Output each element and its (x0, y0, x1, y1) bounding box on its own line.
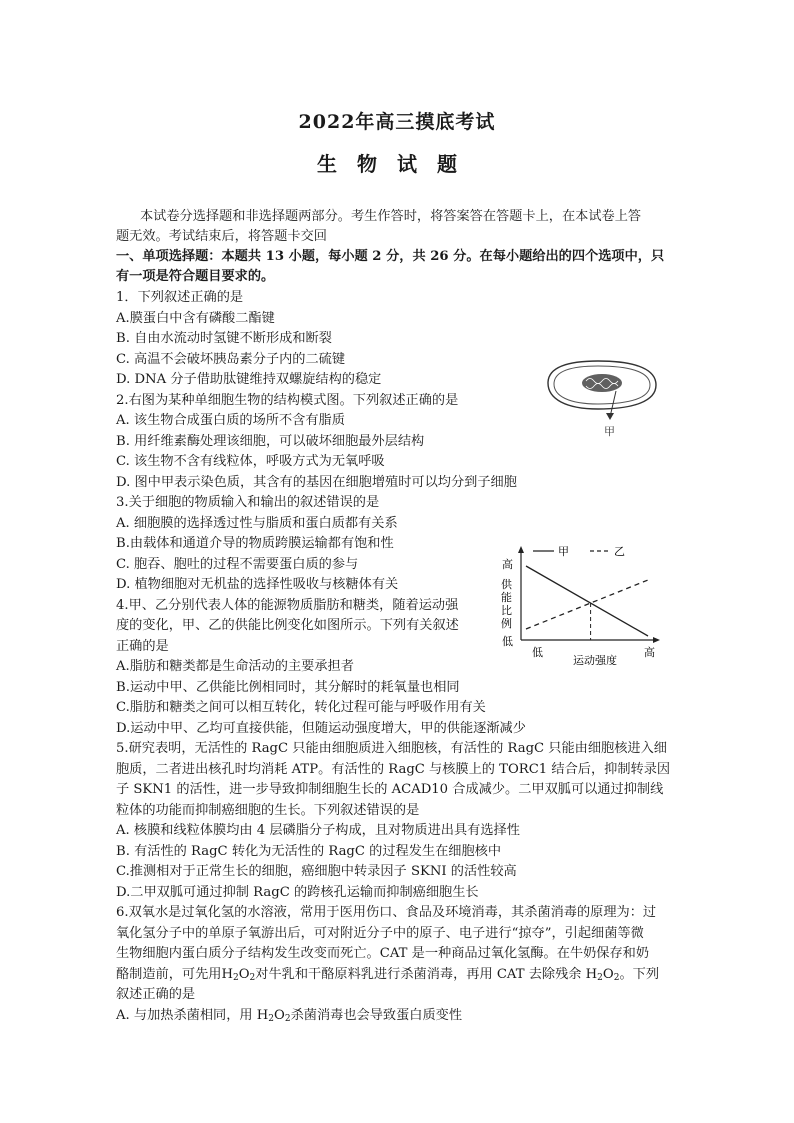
series-line-jia (526, 566, 648, 636)
section-1-heading-line-1: 一、单项选择题：本题共 13 小题，每小题 2 分，共 26 分。在每小题给出的四个选项中，只 (116, 249, 665, 264)
subscript-2: 2 (613, 973, 620, 983)
q6-text-part: 对牛乳和干酪原料乳进行杀菌消毒，再用 CAT 去除残余 H (255, 967, 598, 982)
y-axis-labels (501, 557, 513, 648)
instructions-line-1: 本试卷分选择题和非选择题两部分。考生作答时，将答案答在答题卡上，在本试卷上答 (140, 209, 642, 224)
cell-diagram (538, 355, 668, 440)
figure-label-jia: 甲 (604, 425, 615, 438)
q4-stem-line-1: 4.甲、乙分别代表人体的能源物质脂肪和糖类，随着运动强 (116, 598, 459, 613)
q6-stem-line-4 (116, 967, 659, 986)
q5-stem-line-3: 子 SKN1 的活性，进一步导致抑制细胞生长的 ACAD10 合成减少。二甲双胍可以通过抑制线 (116, 782, 664, 797)
q2-option-c: C. 该生物不含有线粒体，呼吸方式为无氧呼吸 (116, 454, 385, 469)
y-low-label: 低 (502, 635, 513, 648)
legend-label-yi: 乙 (614, 545, 625, 558)
y-label-char-3: 比 (501, 604, 512, 617)
section-1-heading-line-2: 有一项是符合题目要求的。 (116, 269, 275, 284)
subscript-2: 2 (249, 973, 256, 983)
q2-option-b: B. 用纤维素酶处理该细胞，可以破坏细胞最外层结构 (116, 434, 425, 449)
y-label-char-1: 供 (501, 578, 512, 591)
x-high-label: 高 (644, 646, 655, 659)
q6-text-part: O (602, 967, 614, 982)
q3-option-c: C. 胞吞、胞吐的过程不需要蛋白质的参与 (116, 557, 359, 572)
q6-option-a (116, 1008, 462, 1027)
series-line-yi (526, 580, 648, 629)
q1-option-b: B. 自由水流动时氢键不断形成和断裂 (116, 331, 332, 346)
q6-option-a-part: A. 与加热杀菌相同，用 H (116, 1008, 269, 1023)
subscript-2: 2 (268, 1014, 275, 1024)
q6-stem-line-1: 6.双氧水是过氧化氢的水溶液，常用于医用伤口、食品及环境消毒，其杀菌消毒的原理为：过 (116, 905, 657, 920)
q4-option-a: A.脂肪和糖类都是生命活动的主要承担者 (116, 659, 354, 674)
q4-option-d: D.运动中甲、乙均可直接供能，但随运动强度增大，甲的供能逐渐减少 (116, 721, 526, 736)
q6-stem-line-5: 叙述正确的是 (116, 987, 196, 1002)
q2-option-a: A. 该生物合成蛋白质的场所不含有脂质 (116, 413, 345, 428)
q4-stem-line-2: 度的变化，甲、乙的供能比例变化如图所示。下列有关叙述 (116, 618, 459, 633)
q1-option-a: A.膜蛋白中含有磷酸二酯键 (116, 311, 275, 326)
x-axis-title: 运动强度 (573, 654, 617, 665)
q3-stem: 3.关于细胞的物质输入和输出的叙述错误的是 (116, 495, 380, 510)
nucleoid (582, 374, 622, 392)
subscript-2: 2 (597, 973, 603, 983)
legend-label-jia: 甲 (558, 545, 569, 558)
y-label-char-4: 例 (501, 617, 512, 630)
q5-option-b: B. 有活性的 RagC 转化为无活性的 RagC 的过程发生在细胞核中 (116, 844, 502, 859)
q4-option-c: C.脂肪和糖类之间可以相互转化，转化过程可能与呼吸作用有关 (116, 700, 486, 715)
q2-option-d: D. 图中甲表示染色质，其含有的基因在细胞增殖时可以均分到子细胞 (116, 475, 517, 490)
q1-option-d: D. DNA 分子借助肽键维持双螺旋结构的稳定 (116, 372, 382, 387)
y-high-label: 高 (502, 558, 513, 571)
subscript-2: 2 (284, 1014, 291, 1024)
chart-legend (533, 545, 625, 558)
q3-option-d: D. 植物细胞对无机盐的选择性吸收与核糖体有关 (116, 577, 399, 592)
q2-stem: 2.右图为某种单细胞生物的结构模式图。下列叙述正确的是 (116, 393, 459, 408)
q5-stem-line-4: 粒体的功能而抑制癌细胞的生长。下列叙述错误的是 (116, 803, 420, 818)
pointer-arrow (606, 413, 614, 420)
instructions-line-2: 题无效。考试结束后，将答题卡交回 (116, 229, 327, 244)
q4-stem-line-3: 正确的是 (116, 639, 169, 654)
y-label-char-2: 能 (501, 591, 512, 604)
q3-option-a: A. 细胞膜的选择透过性与脂质和蛋白质都有关系 (116, 516, 398, 531)
q6-stem-line-2: 氧化氢分子中的单原子氧游出后，可对附近分子中的原子、电子进行“掠夺”，引起细菌等微 (116, 926, 644, 941)
subject-title: 生物试题 (317, 152, 477, 176)
q6-option-a-part: O (274, 1008, 285, 1023)
subscript-2: 2 (233, 973, 239, 983)
q6-option-a-part: 杀菌消毒也会导致蛋白质变性 (290, 1008, 463, 1023)
q1-stem: 1．下列叙述正确的是 (116, 290, 244, 305)
energy-ratio-chart (488, 540, 668, 665)
exam-title: 2022年高三摸底考试 (298, 111, 496, 133)
q4-option-b: B.运动中甲、乙供能比例相同时，其分解时的耗氧量也相同 (116, 680, 460, 695)
q3-option-b: B.由载体和通道介导的物质跨膜运输都有饱和性 (116, 536, 394, 551)
q6-text-part: 。下列 (619, 967, 660, 982)
q5-option-a: A. 核膜和线粒体膜均由 4 层磷脂分子构成，且对物质进出具有选择性 (116, 823, 520, 838)
q6-text-part: O (238, 967, 250, 982)
q1-option-c: C. 高温不会破坏胰岛素分子内的二硫键 (116, 352, 346, 367)
q5-stem-line-2: 胞质，二者进出核孔时均消耗 ATP。有活性的 RagC 与核膜上的 TORC1 结合后，抑制转录因 (116, 762, 671, 777)
q6-text-part: 酪制造前，可先用H (116, 967, 233, 982)
q5-option-c: C.推测相对于正常生长的细胞，癌细胞中转录因子 SKNI 的活性较高 (116, 864, 517, 879)
x-low-label: 低 (532, 646, 543, 659)
q6-stem-line-3: 生物细胞内蛋白质分子结构发生改变而死亡。CAT 是一种商品过氧化氢酶。在牛奶保存和奶 (116, 946, 650, 961)
q5-stem-line-1: 5.研究表明，无活性的 RagC 只能由细胞质进入细胞核，有活性的 RagC 只能由细胞核进入细 (116, 741, 667, 756)
q5-option-d: D.二甲双胍可通过抑制 RagC 的跨核孔运输而抑制癌细胞生长 (116, 885, 479, 900)
x-axis-arrow (653, 637, 660, 643)
y-axis-arrow (518, 546, 524, 553)
